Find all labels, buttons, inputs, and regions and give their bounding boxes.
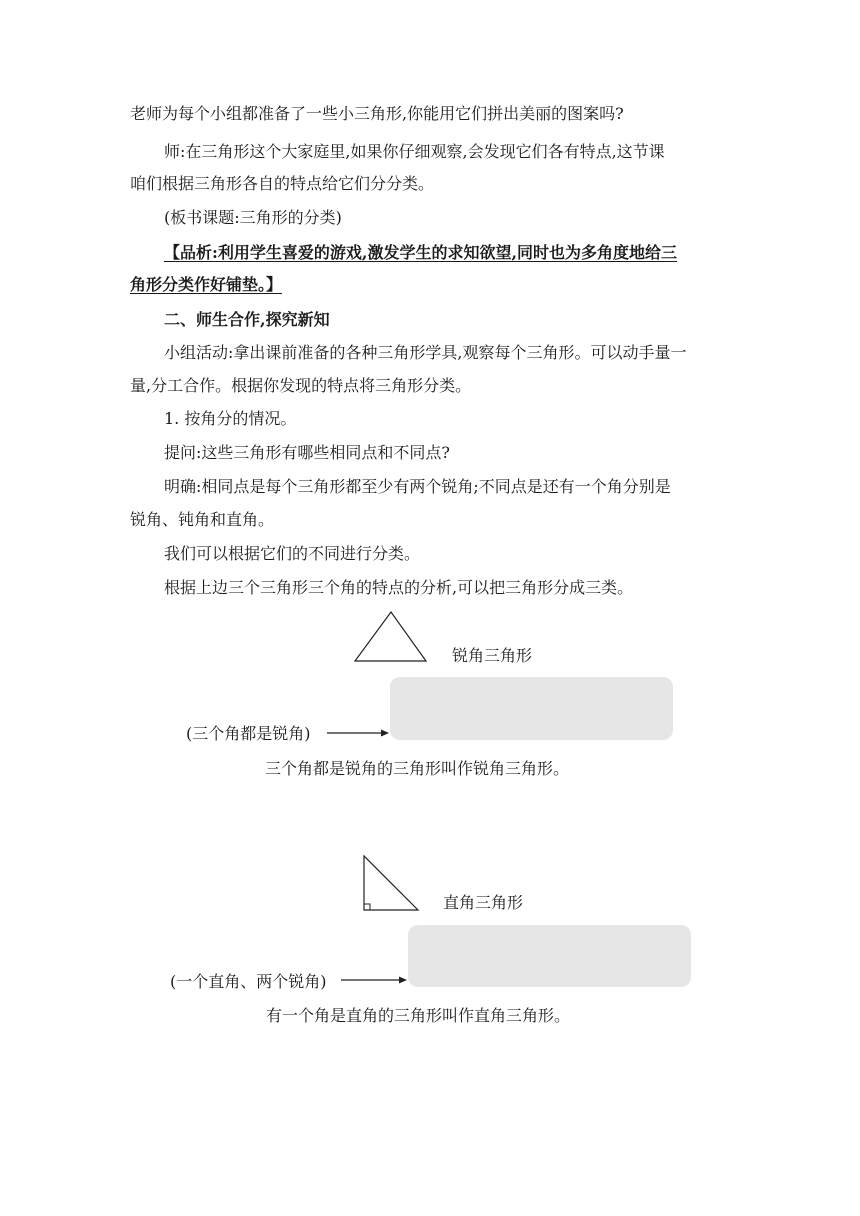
text-line: 明确:相同点是每个三角形都至少有两个锐角;不同点是还有一个角分别是 xyxy=(164,477,671,496)
acute-triangle-label: 锐角三角形 xyxy=(452,646,533,665)
text-line: 根据上边三个三角形三个角的特点的分析,可以把三角形分成三类。 xyxy=(164,578,634,597)
right-triangle-figure xyxy=(363,855,421,913)
text-line: 锐角、钝角和直角。 xyxy=(130,510,275,529)
arrow-icon xyxy=(327,727,391,739)
analysis-note-line: 角形分类作好铺垫。】 xyxy=(130,275,283,294)
right-condition: (一个直角、两个锐角) xyxy=(170,972,327,991)
text-line: 老师为每个小组都准备了一些小三角形,你能用它们拼出美丽的图案吗? xyxy=(130,104,624,123)
text-line: 提问:这些三角形有哪些相同点和不同点? xyxy=(164,443,450,462)
text-line: 咱们根据三角形各自的特点给它们分分类。 xyxy=(130,174,435,193)
acute-answer-box xyxy=(390,677,673,740)
right-answer-box xyxy=(408,925,691,987)
right-definition: 有一个角是直角的三角形叫作直角三角形。 xyxy=(266,1006,571,1025)
acute-condition: (三个角都是锐角) xyxy=(186,724,311,743)
text-line: 量,分工合作。根据你发现的特点将三角形分类。 xyxy=(130,376,472,395)
section-heading: 二、师生合作,探究新知 xyxy=(164,310,330,329)
text-line: (板书课题:三角形的分类) xyxy=(164,208,342,227)
analysis-note-line: 【品析:利用学生喜爱的游戏,激发学生的求知欲望,同时也为多角度地给三 xyxy=(164,243,678,262)
right-triangle-label: 直角三角形 xyxy=(443,893,524,912)
text-line: 我们可以根据它们的不同进行分类。 xyxy=(164,544,421,563)
text-line: 1. 按角分的情况。 xyxy=(164,409,297,428)
acute-triangle-figure xyxy=(354,611,428,663)
text-line: 小组活动:拿出课前准备的各种三角形学具,观察每个三角形。可以动手量一 xyxy=(164,343,687,362)
text-line: 师:在三角形这个大家庭里,如果你仔细观察,会发现它们各有特点,这节课 xyxy=(164,142,665,161)
acute-definition: 三个角都是锐角的三角形叫作锐角三角形。 xyxy=(265,759,570,778)
arrow-icon xyxy=(341,974,409,986)
